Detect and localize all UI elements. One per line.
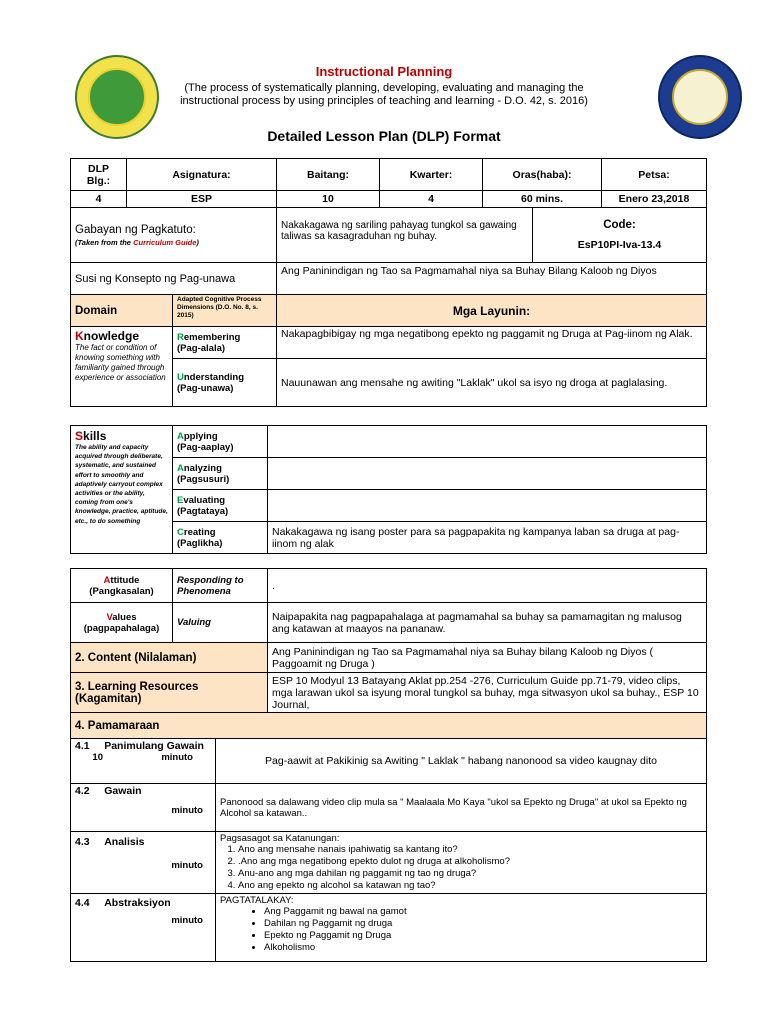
info-value-row — [71, 191, 707, 208]
remembering-objective: Nakapagbibigay ng mga negatibong epekto ng paggamit ng Druga at Pag-iinom ng Alak. — [277, 327, 707, 359]
step-4-2-row — [71, 784, 707, 832]
attitude-procedure-table — [70, 568, 707, 962]
key-concept-label: Susi ng Konsepto ng Pag-unawa — [71, 263, 277, 295]
key-concept-row — [71, 263, 707, 295]
values-level: Valuing — [173, 603, 268, 643]
description-line-2: instructional process by using principles of teaching and learning - D.O. 42, s. 2016) — [180, 95, 588, 107]
instructional-planning-description — [0, 82, 768, 108]
step-4-4-intro: PAGTATALAKAY: — [220, 895, 294, 906]
step-4-3-content — [216, 832, 707, 894]
domain-label: Domain — [71, 295, 173, 327]
dlp-number-header: DLP Blg.: — [71, 159, 127, 191]
content-label: 2. Content (Nilalaman) — [71, 643, 268, 673]
understanding-label: Understanding (Pag-unawa) — [173, 359, 277, 407]
remembering-row — [71, 327, 707, 359]
step-4-2-label: 4.2 Gawain minuto — [71, 784, 216, 832]
content-text: Ang Paninindigan ng Tao sa Pagmamahal niya sa Buhay bilang Kaloob ng Diyos ( Paggoamit ng Druga ) — [268, 643, 707, 673]
grade-value: 10 — [277, 191, 380, 208]
grade-header: Baitang: — [277, 159, 380, 191]
step-4-4-content — [216, 894, 707, 962]
content-row — [71, 643, 707, 673]
discussion-topic: • Ang Paggamit ng bawal na gamot — [264, 906, 702, 918]
resources-text: ESP 10 Modyul 13 Batayang Aklat pp.254 -276, Curriculum Guide pp.71-79, video clips, mga larawan ukol sa isyung moral tungkol sa buhay, mga sitwasyon ukol sa buhay., ESP 10 Journal, — [268, 673, 707, 713]
analysis-question: 1. Ano ang mensahe nanais ipahiwatig sa kantang ito? — [238, 844, 702, 856]
analysis-question: 4. Ano ang epekto ng alcohol sa katawan ng tao? — [238, 880, 702, 892]
analyzing-objective — [268, 458, 707, 490]
attitude-label: Attitude (Pangkasalan) — [71, 569, 173, 603]
resources-label: 3. Learning Resources (Kagamitan) — [71, 673, 268, 713]
learning-guide-note: (Taken from the Curriculum Guide) — [75, 238, 199, 247]
skills-label: Skills — [75, 429, 107, 443]
learning-guide-label-cell — [71, 208, 277, 263]
values-row — [71, 603, 707, 643]
learning-guide-label: Gabayan ng Pagkatuto: — [75, 224, 196, 236]
step-4-1-text: Pag-aawit at Pakikinig sa Awiting " Laklak " habang nanonood sa video kaugnay dito — [216, 739, 707, 784]
code-label: Code: — [603, 219, 636, 231]
info-header-row — [71, 159, 707, 191]
description-line-1: (The process of systematically planning, developing, evaluating and managing the — [184, 82, 584, 94]
evaluating-label: Evaluating (Pagtataya) — [173, 490, 268, 522]
applying-row — [71, 426, 707, 458]
learning-guide-text: Nakakagawa ng sariling pahayag tungkol sa gawaing taliwas sa kasagraduhan ng buhay. — [277, 208, 533, 263]
applying-objective — [268, 426, 707, 458]
discussion-topic: • Dahilan ng Paggamit ng druga — [264, 918, 702, 930]
discussion-topic: • Alkoholismo — [264, 942, 702, 954]
step-4-3-intro: Pagsasagot sa Katanungan: — [220, 833, 340, 844]
duration-value: 60 mins. — [483, 191, 602, 208]
knowledge-label: Knowledge — [75, 329, 140, 343]
attitude-objective: . — [268, 569, 707, 603]
procedure-header-row — [71, 713, 707, 739]
step-4-1-row — [71, 739, 707, 784]
key-concept-text: Ang Paninindigan ng Tao sa Pagmamahal niya sa Buhay Bilang Kaloob ng Diyos — [277, 263, 707, 295]
analysis-question: 3. Anu-ano ang mga dahilan ng paggamit ng tao ng druga? — [238, 868, 702, 880]
duration-header: Oras(haba): — [483, 159, 602, 191]
creating-label: Creating (Paglikha) — [173, 522, 268, 554]
resources-row — [71, 673, 707, 713]
acpd-label: Adapted Cognitive Process Dimensions (D.O. No. 8, s. 2015) — [173, 295, 277, 327]
analysis-question: 2. .Ano ang mga negatibong epekto dulot ng druga at alkoholismo? — [238, 856, 702, 868]
skills-cell — [71, 426, 173, 554]
quarter-value: 4 — [380, 191, 483, 208]
evaluating-objective — [268, 490, 707, 522]
analysis-questions-list — [220, 844, 702, 892]
step-4-2-text: Panonood sa dalawang video clip mula sa " Maalaala Mo Kaya "ukol sa Epekto ng Druga" at ukol sa Epekto ng Alcohol sa katawan.. — [216, 784, 707, 832]
remembering-label: Remembering (Pag-alala) — [173, 327, 277, 359]
step-4-3-row — [71, 832, 707, 894]
discussion-topic: • Epekto ng Paggamit ng Druga — [264, 930, 702, 942]
dlp-format-title: Detailed Lesson Plan (DLP) Format — [267, 128, 501, 144]
attitude-level: Responding to Phenomena — [173, 569, 268, 603]
objectives-label: Mga Layunin: — [277, 295, 707, 327]
quarter-header: Kwarter: — [380, 159, 483, 191]
code-value: EsP10PI-Iva-13.4 — [577, 239, 662, 251]
step-4-1-label: 4.1 Panimulang Gawain 10 minuto — [71, 739, 216, 784]
skills-description: The ability and capacity acquired through deliberate, systematic, and sustained effort to smoothly and adaptively carryout complex activities or the ability, coming from one's knowledge, practice, aptitude, etc., to do something — [75, 444, 168, 525]
learning-guide-row — [71, 208, 707, 263]
subject-value: ESP — [127, 191, 277, 208]
knowledge-description: The fact or condition of knowing something with familiarity gained through experience or association — [75, 343, 166, 382]
step-4-4-label: 4.4 Abstraksiyon minuto — [71, 894, 216, 962]
values-label: Values (pagpapahalaga) — [71, 603, 173, 643]
procedure-label: 4. Pamamaraan — [71, 713, 707, 739]
understanding-objective: Nauunawan ang mensahe ng awiting "Laklak" ukol sa isyo ng droga at paglalasing. — [277, 359, 707, 407]
domain-header-row — [71, 295, 707, 327]
date-value: Enero 23,2018 — [602, 191, 707, 208]
step-4-4-row — [71, 894, 707, 962]
instructional-planning-title: Instructional Planning — [315, 64, 453, 79]
attitude-row — [71, 569, 707, 603]
date-header: Petsa: — [602, 159, 707, 191]
dlp-main-table — [70, 158, 707, 407]
creating-objective: Nakakagawa ng isang poster para sa pagpapakita ng kampanya laban sa druga at pag-iinom ng alak — [268, 522, 707, 554]
knowledge-cell — [71, 327, 173, 407]
code-cell — [533, 208, 707, 263]
step-4-3-label: 4.3 Analisis minuto — [71, 832, 216, 894]
subject-header: Asignatura: — [127, 159, 277, 191]
skills-table — [70, 425, 707, 554]
discussion-topics-list — [220, 906, 702, 954]
analyzing-label: Analyzing (Pagsusuri) — [173, 458, 268, 490]
applying-label: Applying (Pag-aaplay) — [173, 426, 268, 458]
values-objective: Naipapakita nag pagpapahalaga at pagmamahal sa buhay sa pamamagitan ng malusog ang katawan at maayos na pananaw. — [268, 603, 707, 643]
dlp-number-value: 4 — [71, 191, 127, 208]
